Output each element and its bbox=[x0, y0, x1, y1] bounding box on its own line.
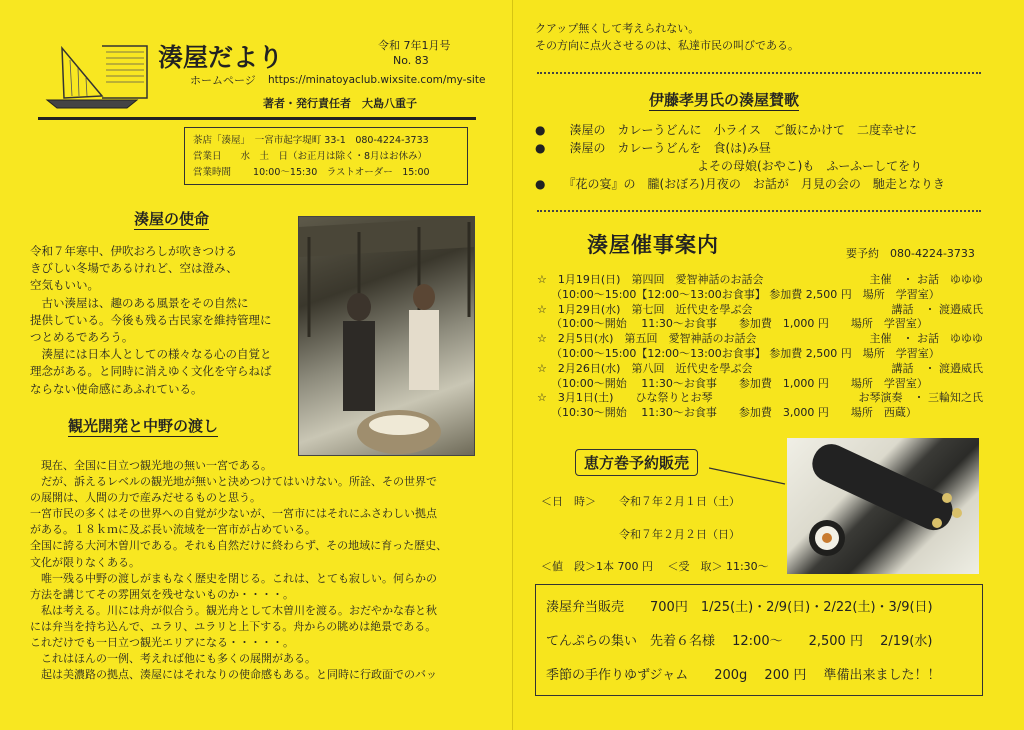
author: 著者・発行責任者 大島八重子 bbox=[263, 97, 417, 110]
poem-text: 『花の宴』の 朧(おぼろ)月夜の お話が 月見の会の 馳走となりき bbox=[569, 177, 945, 191]
event-details: （10:00～開始 11:30～お食事 参加費 1,000 円 場所 学習室） bbox=[551, 376, 928, 390]
issue-date: 令和 7年1月号 bbox=[378, 39, 451, 52]
mission-line: 令和７年寒中、伊吹おろしが吹きつける bbox=[30, 244, 237, 258]
event-organizer: 主催 ・ お話 ゆゆゆ bbox=[869, 273, 983, 286]
header-rule bbox=[38, 117, 476, 120]
tourism-line: これだけでも一日立つ観光エリアになる・・・・・。 bbox=[30, 636, 294, 650]
event-item bbox=[537, 391, 983, 421]
event-details: （10:30～開始 11:30～お食事 参加費 3,000 円 場所 西蔵） bbox=[551, 406, 917, 420]
poem-heading: 伊藤孝男氏の湊屋賛歌 bbox=[649, 91, 800, 109]
sales-line-2: てんぷらの集い 先着６名様 12:00～ 2,500 円 2/19(水) bbox=[546, 634, 933, 649]
events-reservation: 要予約 080-4224-3733 bbox=[846, 247, 975, 260]
events-heading: 湊屋催事案内 bbox=[587, 233, 719, 257]
continued-text bbox=[535, 20, 799, 54]
ehomaki-date-2: 令和７年２月２日（日） bbox=[619, 528, 740, 541]
continued-line: クアップ無くして考えられない。 bbox=[535, 22, 700, 35]
homepage-url[interactable]: https://minatoyaclub.wixsite.com/my-site bbox=[268, 74, 486, 86]
mission-line: つとめるであろう。 bbox=[30, 330, 134, 345]
event-photo bbox=[298, 216, 475, 456]
divider bbox=[537, 72, 981, 74]
event-organizer: 講話 ・ 渡邉威氏 bbox=[891, 361, 983, 375]
event-organizer: 講話 ・ 渡邉威氏 bbox=[891, 302, 983, 316]
right-page bbox=[512, 0, 1024, 730]
event-details: （10:00～開始 11:30～お食事 参加費 1,000 円 場所 学習室） bbox=[551, 317, 928, 331]
event-title: ☆ 1月19日(日) 第四回 愛智神話のお話会 bbox=[537, 273, 764, 286]
tourism-line: 私は考える。川には舟が似合う。観光舟として木曽川を渡る。おだやかな春と秋 bbox=[30, 603, 437, 617]
ehomaki-photo bbox=[787, 438, 979, 574]
tourism-line: 全国に誇る大河木曽川である。それも自然だけに終わらず、その地域に育った歴史、 bbox=[30, 539, 448, 553]
event-list bbox=[537, 273, 983, 421]
event-item bbox=[537, 303, 983, 333]
divider bbox=[537, 210, 981, 212]
tourism-line: 方法を講じてその雰囲気を残せないものか・・・・。 bbox=[30, 587, 294, 601]
event-title: ☆ 1月29日(水) 第七回 近代史を學ぶ会 bbox=[537, 302, 753, 316]
poem-item bbox=[535, 139, 945, 157]
tourism-heading: 観光開発と中野の渡し bbox=[68, 417, 219, 435]
event-item bbox=[537, 332, 983, 362]
sales-box bbox=[535, 584, 983, 696]
mission-body bbox=[30, 243, 272, 398]
ehomaki-date-label: ＜日 時＞ bbox=[541, 495, 596, 508]
ehomaki-date-1: 令和７年２月１日（土） bbox=[619, 495, 740, 508]
boat-logo bbox=[42, 38, 152, 110]
bullet-icon: ● bbox=[535, 123, 546, 137]
issue-number: No. 83 bbox=[393, 54, 429, 67]
continued-line: その方向に点火させるのは、私達市民の叫びである。 bbox=[535, 39, 799, 52]
ehomaki-heading: 恵方巻予約販売 bbox=[575, 449, 698, 476]
tourism-line: 唯一残る中野の渡しがまもなく歴史を閉じる。これは、とても寂しい。何らかの bbox=[30, 571, 437, 585]
event-item bbox=[537, 362, 983, 392]
event-title: ☆ 2月26日(水) 第八回 近代史を學ぶ会 bbox=[537, 361, 753, 375]
event-details: （10:00～15:00【12:00～13:00お食事】 参加費 2,500 円 場所 学習室） bbox=[551, 287, 940, 301]
sales-line-3: 季節の手作りゆずジャム 200g 200 円 準備出来ました！！ bbox=[546, 668, 941, 683]
event-title: ☆ 2月5日(水) 第五回 愛智神話のお話会 bbox=[537, 332, 757, 346]
mission-heading: 湊屋の使命 bbox=[134, 210, 210, 228]
shop-line-3: 営業時間 10:00～15:30 ラストオーダー 15:00 bbox=[193, 167, 430, 178]
mission-line: 湊屋には日本人としての様々なる心の自覚と bbox=[30, 347, 272, 362]
poem-list bbox=[535, 121, 945, 193]
shop-line-2: 営業日 水 土 日（お正月は除く・8月はお休み） bbox=[193, 151, 428, 162]
tourism-line: がある。１８ｋｍに及ぶ長い流域を一宮市が占めている。 bbox=[30, 523, 316, 537]
bullet-icon: ● bbox=[535, 177, 546, 191]
tourism-line: の展開は、人間の力で産みだせるものと思う。 bbox=[30, 491, 261, 505]
ehomaki-price: ＜値 段＞1本 700 円 ＜受 取＞ 11:30～ bbox=[541, 560, 769, 573]
sales-line-1: 湊屋弁当販売 700円 1/25(土)・2/9(日)・2/22(土)・3/9(日) bbox=[546, 600, 933, 615]
mission-line: ならない使命感にあふれている。 bbox=[30, 381, 203, 396]
mission-line: 古い湊屋は、趣のある風景をその自然に bbox=[30, 295, 249, 310]
poem-item bbox=[535, 121, 945, 139]
tourism-line: 現在、全国に目立つ観光地の無い一宮である。 bbox=[30, 459, 272, 472]
mission-line: 提供している。今後も残る古民家を維持管理に bbox=[30, 312, 272, 327]
mission-line: きびしい冬場であるけれど、空は澄み、 bbox=[30, 261, 238, 276]
poem-item-cont: よその母娘(おやこ)も ふーふーしてをり bbox=[697, 159, 923, 173]
poem-text: 湊屋の カレーうどんを 食(は)み昼 bbox=[569, 141, 771, 155]
tourism-line: 文化が限りなくある。 bbox=[30, 555, 140, 569]
event-item bbox=[537, 273, 983, 303]
shop-info-box bbox=[184, 127, 468, 185]
shop-line-1: 茶店「湊屋」 一宮市起字堤町 33-1 080-4224-3733 bbox=[193, 135, 429, 146]
event-organizer: 主催 ・ お話 ゆゆゆ bbox=[869, 332, 983, 346]
homepage-label: ホームページ bbox=[190, 74, 256, 87]
mission-line: 空気もいい。 bbox=[30, 278, 99, 293]
event-details: （10:00～15:00【12:00～13:00お食事】 参加費 2,500 円 場所 学習室） bbox=[551, 346, 940, 360]
mission-line: 理念がある。と同時に消えゆく文化を守らねば bbox=[30, 364, 272, 379]
tourism-body bbox=[30, 458, 447, 683]
poem-item bbox=[535, 175, 945, 193]
tourism-line: これはほんの一例、考えれば他にも多くの展開がある。 bbox=[30, 652, 316, 666]
tourism-line: 起は美濃路の拠点、湊屋にはそれなりの使命感もある。と同時に行政面でのバッ bbox=[30, 668, 437, 682]
callout-arrow bbox=[709, 458, 789, 488]
event-organizer: お琴演奏 ・ 三輪知之氏 bbox=[858, 391, 983, 405]
bullet-icon: ● bbox=[535, 141, 546, 155]
event-title: ☆ 3月1日(土) ひな祭りとお琴 bbox=[537, 391, 713, 405]
newsletter-title: 湊屋だより bbox=[158, 43, 284, 72]
tourism-line: には弁当を持ち込んで、ユラリ、ユラリと上下する。舟からの眺めは絶景である。 bbox=[30, 619, 437, 633]
tourism-line: 一宮市民の多くはその世界への自覚が少ないが、一宮市にはそれにふさわしい拠点 bbox=[30, 507, 437, 521]
tourism-line: だが、訴えるレベルの観光地が無いと決めつけてはいけない。所詮、その世界で bbox=[30, 475, 437, 489]
poem-text: 湊屋の カレーうどんに 小ライス ご飯にかけて 二度幸せに bbox=[569, 123, 918, 137]
